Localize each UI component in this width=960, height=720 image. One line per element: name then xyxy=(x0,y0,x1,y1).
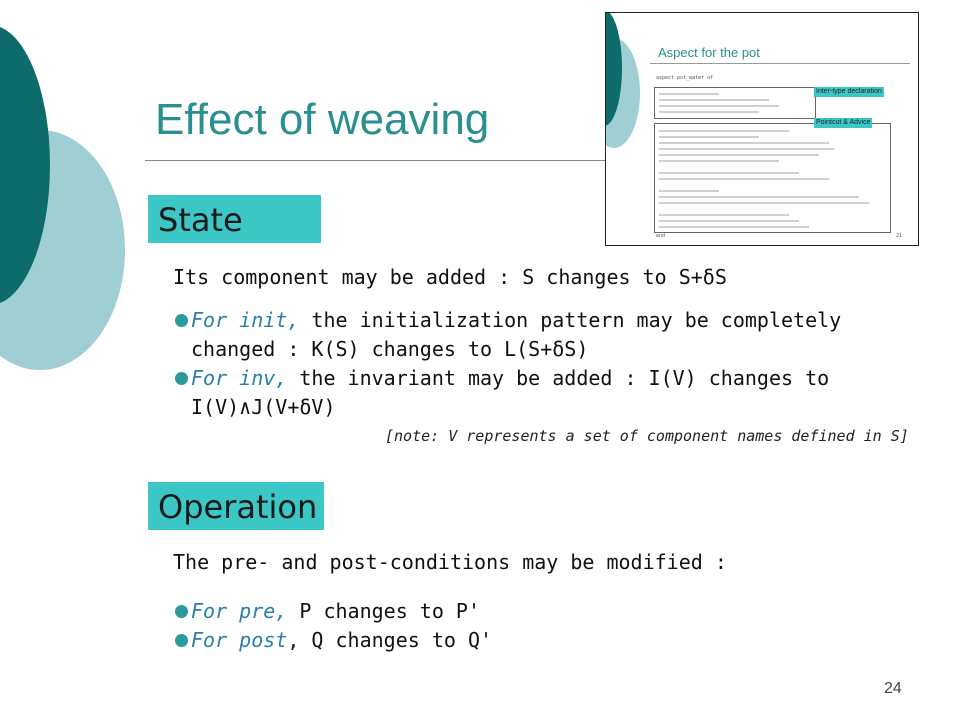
thumbnail-end-label: end xyxy=(656,233,666,239)
state-heading: State xyxy=(148,195,321,243)
bullet-text-post: , Q changes to Q' xyxy=(287,628,493,652)
state-bullet-init xyxy=(191,308,841,332)
bullet-text-pre: P changes to P' xyxy=(287,599,480,623)
operation-bullet-post xyxy=(191,628,492,652)
thumbnail-tag-intertype: Inter-type declaration xyxy=(816,88,882,95)
operation-intro: The pre- and post-conditions may be modified : xyxy=(173,550,727,574)
bullet-dot xyxy=(175,605,188,618)
aspect-thumbnail xyxy=(605,12,919,246)
bullet-label-init: For init, xyxy=(191,308,300,332)
state-note: [note: V represents a set of component names defined in S] xyxy=(385,427,909,445)
thumbnail-code-block-2 xyxy=(654,123,891,233)
bullet-text-init: the initialization pattern may be completely xyxy=(299,308,842,332)
thumbnail-page-number: 21 xyxy=(896,233,903,239)
thumbnail-tag-pointcut: Pointcut & Advice xyxy=(816,119,871,126)
bullet-label-post: For post xyxy=(191,628,288,652)
thumbnail-title: Aspect for the pot xyxy=(658,45,760,60)
state-bullet-inv-continued: I(V)∧J(V+δV) xyxy=(191,395,336,419)
page-number: 24 xyxy=(884,680,902,697)
decorative-circles xyxy=(0,0,140,420)
bullet-text-inv: the invariant may be added : I(V) changes to xyxy=(287,366,830,390)
thumbnail-decoration xyxy=(606,13,646,245)
thumbnail-aspect-header: aspect pot_water of xyxy=(656,75,714,81)
bullet-dot xyxy=(175,314,188,327)
thumbnail-code-block-1 xyxy=(654,87,816,119)
operation-bullet-pre xyxy=(191,599,480,623)
state-intro: Its component may be added : S changes to S+δS xyxy=(173,265,727,289)
bullet-label-inv: For inv, xyxy=(191,366,288,390)
state-bullet-inv xyxy=(191,366,829,390)
bullet-dot xyxy=(175,372,188,385)
slide-title: Effect of weaving xyxy=(155,95,490,144)
state-bullet-init-continued: changed : K(S) changes to L(S+δS) xyxy=(191,337,589,361)
bullet-dot xyxy=(175,634,188,647)
thumbnail-divider xyxy=(650,63,910,64)
bullet-label-pre: For pre, xyxy=(191,599,288,623)
title-divider xyxy=(145,160,610,161)
operation-heading: Operation xyxy=(148,482,324,530)
